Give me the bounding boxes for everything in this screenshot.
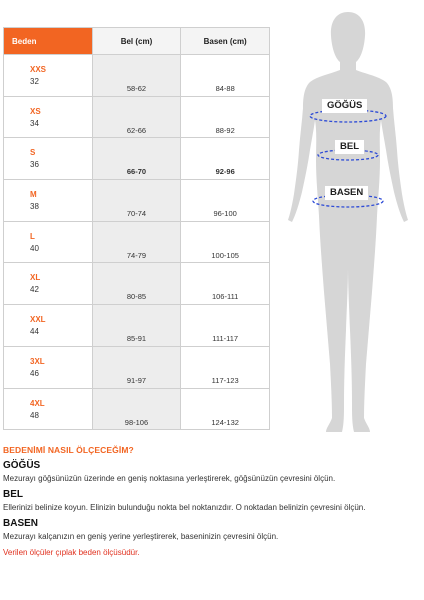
size-label: L (30, 231, 35, 241)
silhouette-shape (288, 12, 408, 432)
size-number: 36 (30, 160, 39, 170)
size-cell (4, 55, 93, 97)
size-number: 46 (30, 368, 39, 378)
body-silhouette (272, 4, 424, 444)
waist-cell: 85-91 (92, 305, 181, 347)
size-number: 48 (30, 410, 39, 420)
size-label: XXL (30, 315, 46, 325)
waist-cell: 62-66 (92, 96, 181, 138)
size-label: 4XL (30, 398, 45, 408)
hip-instructions: Mezurayı kalçanızın en geniş yerine yerleştirerek, baseninizin çevresini ölçün. (3, 532, 279, 541)
size-cell (4, 96, 93, 138)
table-row (4, 388, 270, 430)
size-chart-table (3, 27, 270, 430)
size-number: 44 (30, 327, 39, 337)
hip-cell: 100-105 (181, 221, 270, 263)
size-label: M (30, 190, 37, 200)
guide-title: BEDENİMİ NASIL ÖLÇECEĞİM? (3, 445, 134, 455)
size-number: 34 (30, 118, 39, 128)
table-row (4, 305, 270, 347)
size-cell (4, 305, 93, 347)
table-row (4, 221, 270, 263)
waist-heading: BEL (3, 489, 23, 500)
size-number: 42 (30, 285, 39, 295)
table-row (4, 180, 270, 222)
waist-label: BEL (335, 140, 364, 154)
hip-cell: 88-92 (181, 96, 270, 138)
hip-cell: 117-123 (181, 346, 270, 388)
header-waist: Bel (cm) (92, 28, 181, 55)
size-number: 38 (30, 202, 39, 212)
table-row (4, 263, 270, 305)
size-cell (4, 180, 93, 222)
size-label: 3XL (30, 356, 45, 366)
size-label: XS (30, 106, 41, 116)
waist-cell: 98-106 (92, 388, 181, 430)
size-label: XXS (30, 65, 47, 74)
chest-instructions: Mezurayı göğsünüzün üzerinde en geniş noktasına yerleştirerek, göğsünüzün çevresini ölçün. (3, 474, 336, 483)
chest-label: GÖĞÜS (322, 99, 367, 113)
body-measurement-figure (272, 4, 424, 444)
size-cell (4, 346, 93, 388)
table-row (4, 55, 270, 97)
waist-cell: 70-74 (92, 180, 181, 222)
size-cell (4, 138, 93, 180)
size-number: 32 (30, 77, 39, 86)
measurement-note: Verilen ölçüler çıplak beden ölçüsüdür. (3, 548, 140, 557)
waist-cell: 91-97 (92, 346, 181, 388)
size-cell (4, 263, 93, 305)
table-row (4, 96, 270, 138)
waist-cell: 66-70 (92, 138, 181, 180)
size-label: S (30, 148, 36, 158)
size-label: XL (30, 273, 41, 283)
hip-label: BASEN (325, 186, 368, 200)
size-cell (4, 221, 93, 263)
table-row (4, 346, 270, 388)
measurement-guide (3, 445, 421, 557)
hip-cell: 111-117 (181, 305, 270, 347)
hip-cell: 106-111 (181, 263, 270, 305)
header-size: Beden (4, 28, 93, 55)
hip-heading: BASEN (3, 518, 39, 529)
table-row (4, 138, 270, 180)
waist-cell: 58-62 (92, 55, 181, 97)
table-header-row (4, 28, 270, 55)
header-hip: Basen (cm) (181, 28, 270, 55)
hip-cell: 92-96 (181, 138, 270, 180)
hip-cell: 96-100 (181, 180, 270, 222)
hip-cell: 84-88 (181, 55, 270, 97)
size-number: 40 (30, 243, 39, 253)
waist-cell: 80-85 (92, 263, 181, 305)
waist-instructions: Ellerinizi belinize koyun. Elinizin bulunduğu nokta bel noktanızdır. O noktadan belinizin çevresini ölçün. (3, 503, 366, 512)
size-cell (4, 388, 93, 430)
chest-heading: GÖĞÜS (3, 460, 41, 471)
waist-cell: 74-79 (92, 221, 181, 263)
hip-cell: 124-132 (181, 388, 270, 430)
